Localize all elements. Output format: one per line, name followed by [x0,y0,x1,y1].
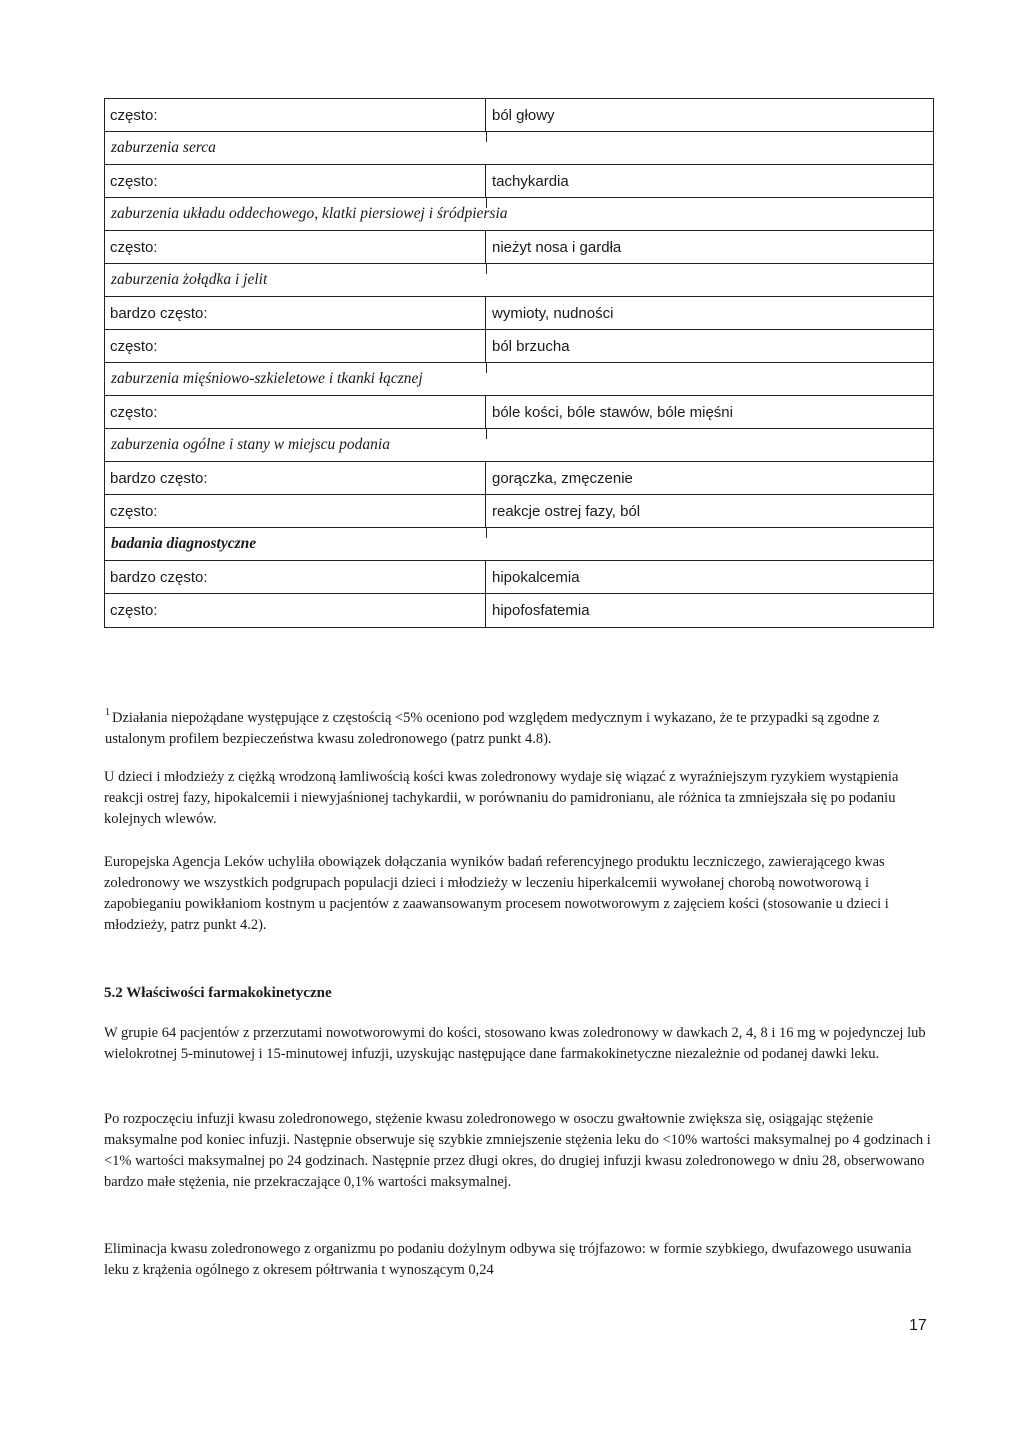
frequency-cell: często: [105,165,486,197]
reaction-cell: nieżyt nosa i gardła [492,238,622,256]
paragraph-pk-1: W grupie 64 pacjentów z przerzutami nowotworowymi do kości, stosowano kwas zoledronowy w dawkach 2, 4, 8 i 16 mg w pojedynczej lub wielokrotnej 5-minutowej i 15-minutowej infuzji, uzyskując następujące dane farmakokinetyczne niezależnie od podanej dawki leku. [104,1025,926,1062]
footnote [105,702,935,750]
table-section-header [105,198,933,231]
reaction-cell: reakcje ostrej fazy, ból [492,502,641,520]
column-divider [486,264,487,274]
paragraph-ema: Europejska Agencja Leków uchyliła obowiązek dołączania wyników badań referencyjnego produktu leczniczego, zawierającego kwas zoledronowy we wszystkich podgrupach populacji dzieci i młodzieży w leczeniu hiperkalcemii wywołanej chorobą nowotworową i zapobieganiu powikłaniom kostnym u pacjentów z zaawansowanym procesem nowotworowym z zajęciem kości (stosowanie u dzieci i młodzieży, patrz punkt 4.2). [104,854,889,933]
table-row [105,561,933,594]
table-row [105,495,933,528]
reaction-cell: bóle kości, bóle stawów, bóle mięśni [492,403,733,421]
table-row [105,165,933,198]
paragraph-elimination: Eliminacja kwasu zoledronowego z organizmu po podaniu dożylnym odbywa się trójfazowo: w formie szybkiego, dwufazowego usuwania leku z krążenia ogólnego z okresem półtrwania t wynoszącym 0,24 [104,1241,912,1278]
section-label: zaburzenia serca [111,139,216,156]
footnote-marker: 1 [105,707,110,718]
section-label: zaburzenia mięśniowo-szkieletowe i tkanki łącznej [111,370,423,387]
section-label: zaburzenia ogólne i stany w miejscu podania [111,436,390,453]
adverse-reactions-table [104,98,934,628]
page-number: 17 [909,1317,927,1334]
paragraph-children: U dzieci i młodzieży z ciężką wrodzoną łamliwością kości kwas zoledronowy wydaje się wiązać z wyraźniejszym ryzykiem wystąpienia reakcji ostrej fazy, hipokalcemii i niewyjaśnionej tachykardii, w porównaniu do pamidronianu, ale różnica ta zmniejszała się po podaniu kolejnych wlewów. [104,769,899,827]
frequency-cell: często: [105,594,486,627]
reaction-cell: gorączka, zmęczenie [492,469,633,487]
reaction-cell: wymioty, nudności [492,304,614,322]
table-section-header [105,528,933,561]
table-row [105,231,933,264]
section-label: zaburzenia żołądka i jelit [111,271,268,288]
reaction-cell: hipofosfatemia [492,602,590,619]
column-divider [486,528,487,538]
table-section-header [105,132,933,165]
frequency-cell: często: [105,495,486,527]
column-divider [486,429,487,439]
footnote-text: Działania niepożądane występujące z częstością <5% oceniono pod względem medycznym i wykazano, że te przypadki są zgodne z ustalonym profilem bezpieczeństwa kwasu zoledronowego (patrz punkt 4.8). [105,710,880,747]
frequency-cell: bardzo często: [105,561,486,593]
frequency-cell: często: [105,99,486,131]
section-heading: 5.2 Właściwości farmakokinetyczne [104,985,332,1001]
table-row [105,462,933,495]
column-divider [486,198,487,208]
frequency-cell: bardzo często: [105,297,486,329]
frequency-cell: często: [105,396,486,428]
reaction-cell: ból głowy [492,106,555,124]
reaction-cell: hipokalcemia [492,568,580,586]
table-section-header [105,363,933,396]
paragraph-pk-2: Po rozpoczęciu infuzji kwasu zoledronowego, stężenie kwasu zoledronowego w osoczu gwałtownie zwiększa się, osiągając stężenie maksymalne pod koniec infuzji. Następnie obserwuje się szybkie zmniejszenie stężenia leku do <10% wartości maksymalnej po 4 godzinach i <1% wartości maksymalnej po 24 godzinach. Następnie przez długi okres, do drugiej infuzji kwasu zoledronowego w dniu 28, obserwowano bardzo małe stężenia, nie przekraczające 0,1% wartości maksymalnej. [104,1111,931,1190]
table-section-header [105,429,933,462]
reaction-cell: ból brzucha [492,337,570,355]
table-row [105,330,933,363]
table-row [105,297,933,330]
frequency-cell: często: [105,231,486,263]
section-label: zaburzenia układu oddechowego, klatki piersiowej i śródpiersia [111,205,508,222]
column-divider [486,132,487,142]
table-row [105,594,933,627]
reaction-cell: tachykardia [492,172,569,190]
table-section-header [105,264,933,297]
table-row [105,99,933,132]
section-label: badania diagnostyczne [111,535,257,552]
frequency-cell: bardzo często: [105,462,486,494]
column-divider [486,363,487,373]
table-row [105,396,933,429]
frequency-cell: często: [105,330,486,362]
